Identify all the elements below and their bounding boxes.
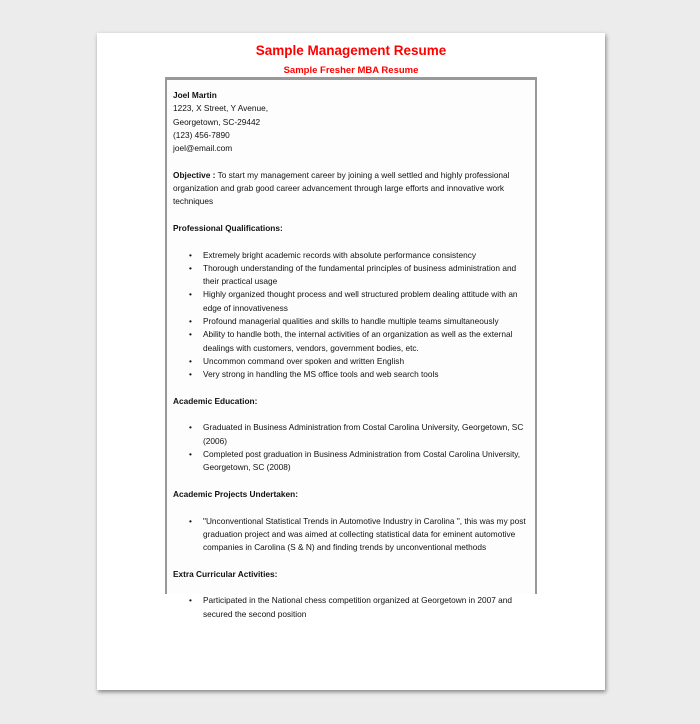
list-item: • Very strong in handling the MS office tools and web search tools <box>173 368 533 381</box>
list-item: • "Unconventional Statistical Trends in Automotive Industry in Carolina ", this was my post graduation project and was aimed at collecting statistical data for eminent automotive companies in Carolina (S & N) and finding trends by unconventional methods <box>173 515 533 555</box>
objective-label: Objective : <box>173 169 216 180</box>
document-title: Sample Management Resume <box>255 43 447 58</box>
list-item: • Extremely bright academic records with absolute performance consistency <box>173 249 533 262</box>
list-item: • Ability to handle both, the internal activities of an organization as well as the external dealings with customers, vendors, government bodies, etc. <box>173 328 533 355</box>
resume-content <box>173 89 533 621</box>
list-item: • Participated in the National chess competition organized at Georgetown in 2007 and secured the second position <box>173 594 533 621</box>
section-heading: Academic Projects Undertaken: <box>173 488 298 499</box>
contact-phone: (123) 456-7890 <box>173 129 230 140</box>
bullet-list <box>173 594 533 621</box>
resume-box <box>165 77 537 619</box>
resume-page <box>97 33 605 690</box>
list-item: • Profound managerial qualities and skills to handle multiple teams simultaneously <box>173 315 533 328</box>
contact-email: joel@email.com <box>173 143 233 154</box>
list-item: • Thorough understanding of the fundamental principles of business administration and their practical usage <box>173 262 533 289</box>
contact-address2: Georgetown, SC-29442 <box>173 116 261 127</box>
contact-name: Joel Martin <box>173 90 217 100</box>
section-heading: Professional Qualifications: <box>173 222 283 233</box>
list-item: • Completed post graduation in Business Administration from Costal Carolina University, Georgetown, SC (2008) <box>173 448 533 475</box>
section-heading: Extra Curricular Activities: <box>173 568 278 579</box>
section-heading: Academic Education: <box>173 395 258 406</box>
list-item: • Graduated in Business Administration from Costal Carolina University, Georgetown, SC (2006) <box>173 421 533 448</box>
objective-text: To start my management career by joining a well settled and highly professional organization and grab good career advancement through large efforts and innovative work techniques <box>173 169 510 207</box>
contact-address1: 1223, X Street, Y Avenue, <box>173 103 269 114</box>
objective <box>173 169 533 209</box>
bullet-list <box>173 515 533 555</box>
bullet-list <box>173 421 533 474</box>
list-item: • Uncommon command over spoken and written English <box>173 355 533 368</box>
list-item: • Highly organized thought process and well structured problem dealing attitude with an edge of innovativeness <box>173 288 533 315</box>
bullet-list <box>173 249 533 382</box>
document-subtitle: Sample Fresher MBA Resume <box>283 65 419 76</box>
